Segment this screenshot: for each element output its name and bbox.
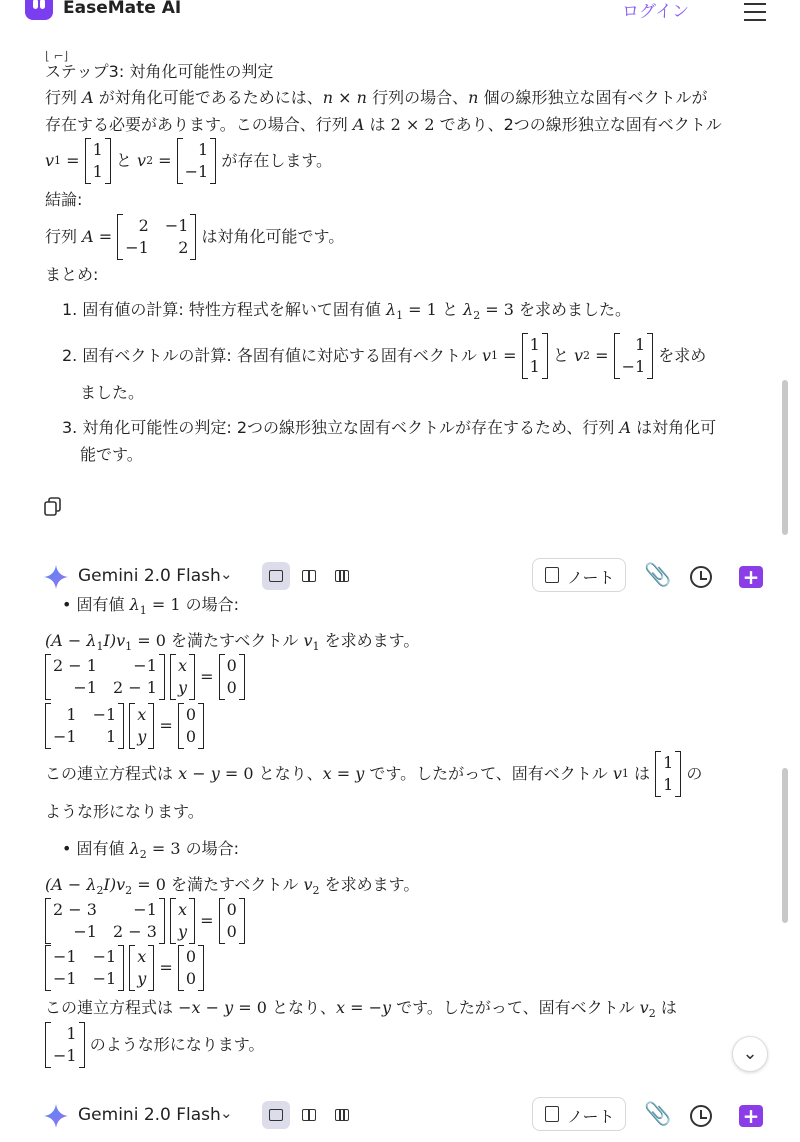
copy-icon[interactable] (44, 497, 62, 517)
scrollbar-1[interactable] (782, 380, 788, 535)
model-name[interactable]: Gemini 2.0 Flash (78, 566, 221, 586)
chevron-down-icon[interactable]: ⌄ (220, 565, 233, 583)
matrix-a: 2 −1 −1 2 (117, 214, 196, 260)
note-icon (545, 1106, 559, 1122)
case1-conclusion: この連立方程式は x − y = 0 となり、 x = y です。したがって、固有ベクトル v 1 は 1 1 の (45, 749, 702, 799)
case1-conclusion-cont: ような形になります。 (45, 802, 204, 821)
case2-equation: $(A - \lambda_2I)v_2 = 0$ を満たすベクトル $v_2$ を求めます。 (45, 875, 420, 898)
gemini-star-icon (44, 565, 68, 589)
case2-conclusion-cont: 1 −1 のような形になります。 (45, 1020, 264, 1070)
case2-conclusion: この連立方程式は −x − y = 0 となり、x = −y です。したがって、固有ベクトル $v_2$ は (45, 998, 677, 1021)
brand-name: EaseMate AI (63, 0, 182, 18)
case1-matrix-eq2: 1 −1 −1 1 x y = 0 0 (45, 703, 204, 749)
step3-title: ステップ3: 対角化可能性の判定 (45, 62, 274, 81)
gemini-star-icon (44, 1104, 68, 1128)
chevron-down-icon: ⌄ (742, 1043, 758, 1064)
case2-matrix-eq1: 2 − 3 −1 −1 2 − 3 x y = 0 0 (45, 898, 245, 944)
two-pane-icon[interactable] (295, 562, 323, 590)
summary-item-2: 2. 固有ベクトルの計算: 各固有値に対応する固有ベクトル v 1 = 1 1 と v 2 = 1 −1 を求め (62, 331, 706, 381)
case1-matrix-eq1: 2 − 1 −1 −1 2 − 1 x y = 0 0 (45, 654, 245, 700)
truncated-line: ⌊ ⌐⌋ (45, 49, 69, 63)
scroll-down-button[interactable] (732, 1036, 768, 1072)
two-pane-icon[interactable] (295, 1101, 323, 1129)
step3-paragraph-line1: 行列 A が対角化可能であるためには、n × n 行列の場合、n 個の線形独立な固有ベクトルが (45, 88, 708, 107)
note-button[interactable]: ノート (532, 558, 626, 592)
note-icon (545, 567, 559, 583)
paperclip-icon[interactable]: 📎 (644, 563, 672, 588)
note-button[interactable]: ノート (532, 1097, 626, 1131)
summary-item-3-cont: 能です。 (80, 445, 143, 464)
easemate-logo-icon[interactable] (25, 0, 53, 20)
model-name[interactable]: Gemini 2.0 Flash (78, 1105, 221, 1125)
single-pane-icon[interactable] (262, 1101, 290, 1129)
summary-item-3: 3. 対角化可能性の判定: 2つの線形独立な固有ベクトルが存在するため、行列 A は対角化可 (62, 418, 717, 437)
three-pane-icon[interactable] (328, 1101, 356, 1129)
history-icon[interactable] (690, 1105, 712, 1127)
summary-title: まとめ: (45, 265, 99, 284)
step3-paragraph-line3: v 1 = 1 1 と v 2 = 1 −1 が存在します。 (45, 136, 332, 186)
summary-item-2-cont: ました。 (80, 383, 145, 402)
paperclip-icon[interactable]: 📎 (644, 1102, 672, 1127)
step3-paragraph-line2: 存在する必要があります。この場合、行列 A は 2 × 2 であり、2つの線形独立な固有ベクトル (45, 115, 722, 134)
new-chat-icon[interactable]: + (739, 566, 763, 588)
new-chat-icon[interactable]: + (739, 1105, 763, 1127)
scrollbar-2[interactable] (782, 768, 788, 923)
case2-matrix-eq2: −1 −1 −1 −1 x y = 0 0 (45, 945, 204, 991)
case1-equation: $(A - \lambda_1I)v_1 = 0$ を満たすベクトル $v_1$ を求めます。 (45, 631, 420, 654)
vector-v2: 1 −1 (177, 138, 217, 184)
case1-header: • 固有値 $\lambda_1 = 1$ の場合: (62, 595, 240, 618)
conclusion-title: 結論: (45, 190, 83, 209)
single-pane-icon[interactable] (262, 562, 290, 590)
chevron-down-icon[interactable]: ⌄ (220, 1104, 233, 1122)
model-toolbar-2 (0, 1091, 800, 1141)
three-pane-icon[interactable] (328, 562, 356, 590)
app-header (0, 0, 800, 22)
hamburger-icon[interactable] (744, 0, 766, 27)
summary-item-1: 1. 固有値の計算: 特性方程式を解いて固有値 $\lambda_1 = 1$ と $\lambda_2 = 3$ を求めました。 (62, 300, 632, 323)
history-icon[interactable] (690, 566, 712, 588)
login-link[interactable]: ログイン (622, 2, 690, 22)
vector-v1: 1 1 (85, 138, 111, 184)
case2-header: • 固有値 $\lambda_2 = 3$ の場合: (62, 839, 240, 862)
conclusion-line: 行列 A = 2 −1 −1 2 は対角化可能です。 (45, 212, 344, 262)
